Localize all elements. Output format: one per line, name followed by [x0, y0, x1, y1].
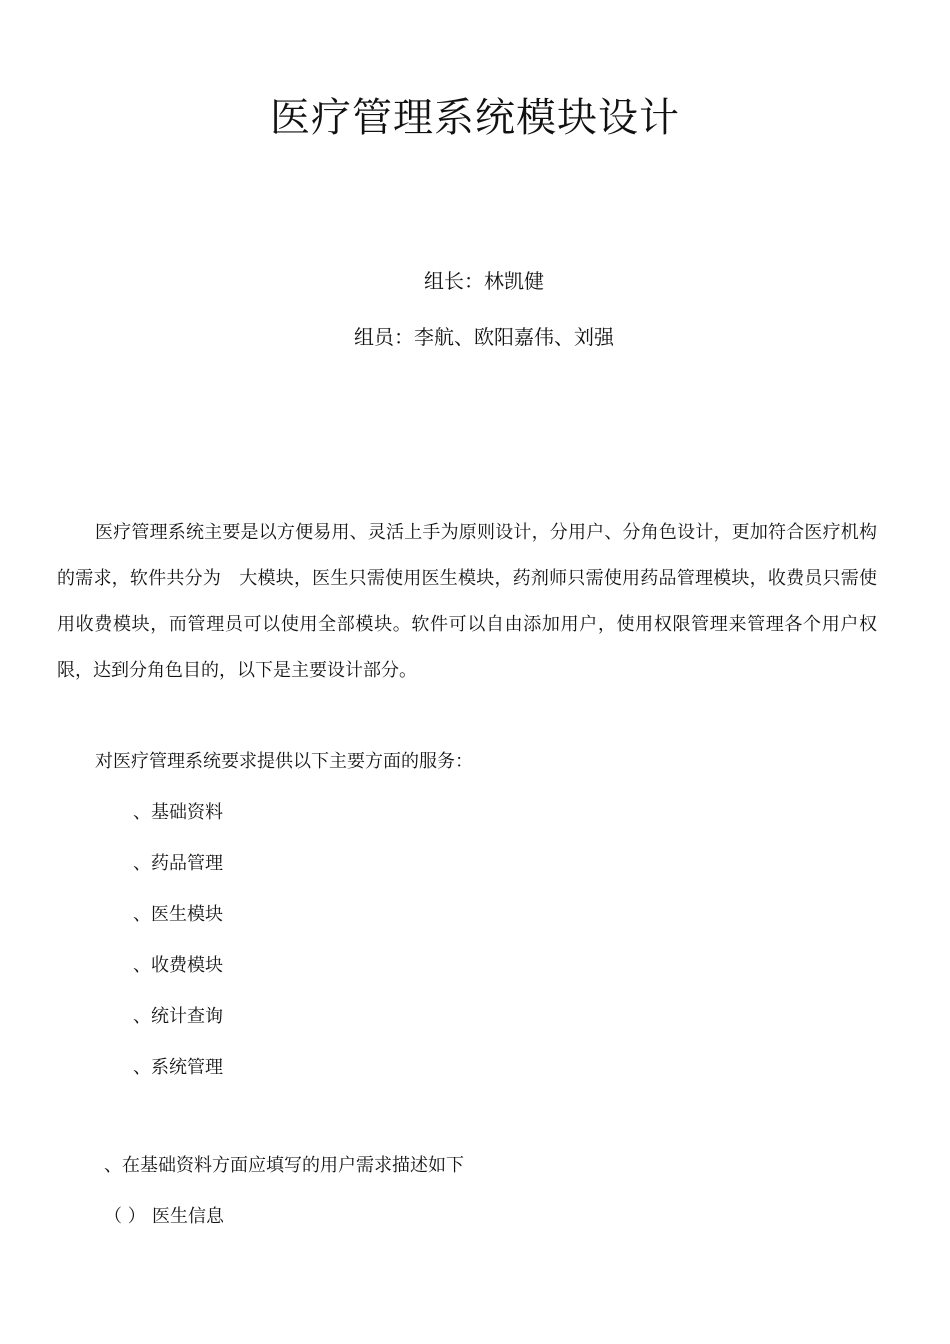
- service-item-doctor-module: 、医生模块: [133, 904, 223, 925]
- subsection-number: （ ）: [104, 1206, 146, 1227]
- intro-paragraph: 医疗管理系统主要是以方便易用、灵活上手为原则设计，分用户、分角色设计，更加符合医疗机构的需求，软件共分为 大模块，医生只需使用医生模块，药剂师只需使用药品管理模块，收费员只需使用收费模块，而管理员可以使用全部模块。软件可以自由添加用户，使用权限管理来管理各个用户权限，达到分角色目的，以下是主要设计部分。: [57, 522, 877, 681]
- service-list: [133, 799, 223, 1105]
- document-title: 医疗管理系统模块设计: [270, 95, 680, 141]
- services-heading: 对医疗管理系统要求提供以下主要方面的服务：: [95, 751, 473, 772]
- service-item-system-management: 、系统管理: [133, 1057, 223, 1078]
- service-item-statistics-query: 、统计查询: [133, 1006, 223, 1027]
- service-item-basic-data: 、基础资料: [133, 802, 223, 823]
- subsection-doctor-info: [104, 1203, 224, 1231]
- team-members: 组员：李航、欧阳嘉伟、刘强: [354, 325, 614, 349]
- subsection-label: 医生信息: [152, 1206, 224, 1227]
- service-item-drug-management: 、药品管理: [133, 853, 223, 874]
- requirements-heading: 、在基础资料方面应填写的用户需求描述如下: [104, 1155, 464, 1176]
- service-item-billing-module: 、收费模块: [133, 955, 223, 976]
- team-leader: 组长：林凯健: [424, 269, 544, 293]
